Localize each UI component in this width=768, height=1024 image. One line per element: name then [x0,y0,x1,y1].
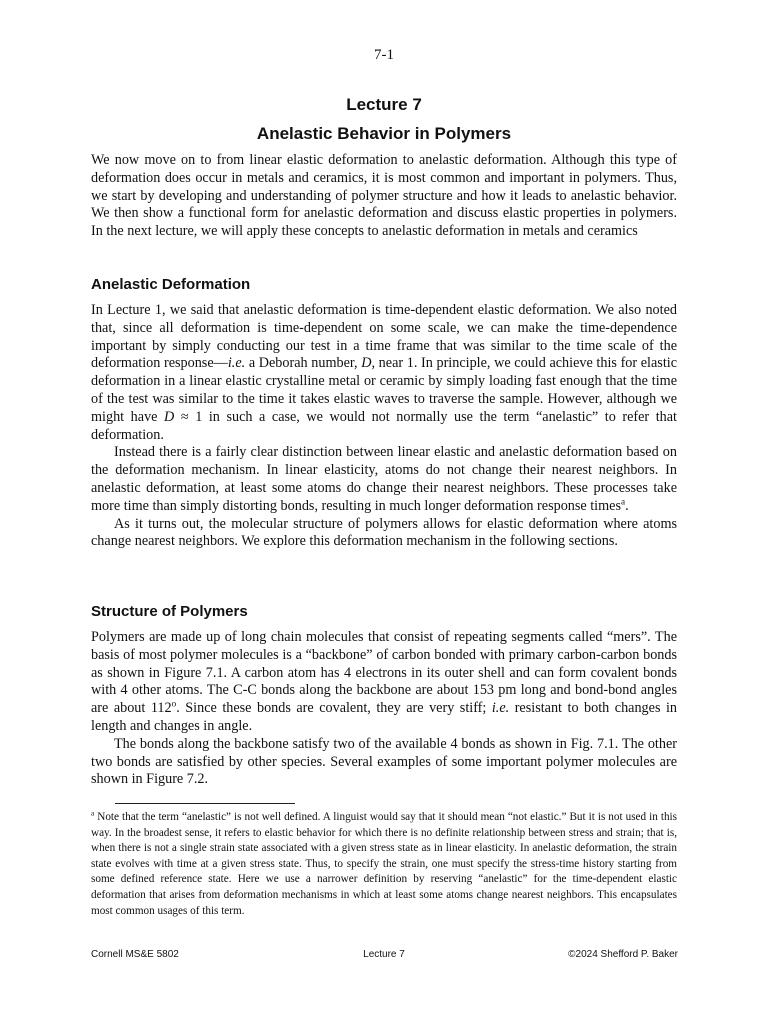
section-heading-anelastic-deformation: Anelastic Deformation [91,276,251,293]
degree-symbol: o [171,698,177,709]
footnote-mark: a [91,809,95,818]
section-heading-structure-of-polymers: Structure of Polymers [91,603,248,620]
footnote [91,810,677,919]
intro-paragraph: We now move on to from linear elastic deformation to anelastic deformation. Although this type of deformation does occur in metals and ceramics, it is most common and important in polymers. Thus, we start by developing and understanding of polymer structure and how it leads to anelastic behavior. We then show a functional form for anelastic deformation and discuss elastic properties in polymers. In the next lecture, we will apply these concepts to anelastic deformation in metals and ceramics [91,152,677,240]
italic-deborah-symbol: D [164,408,175,425]
footer-course: Cornell MS&E 5802 [91,949,179,960]
text-run: . Since these bonds are covalent, they are very stiff; [176,700,492,717]
anelastic-paragraph-2 [91,444,677,515]
lecture-title: Anelastic Behavior in Polymers [256,124,512,143]
footnote-text: Note that the term “anelastic” is not well defined. A linguist would say that it should mean “not elastic.” But it is not used in this way. In the broadest sense, it refers to elastic behavior for which there is no definite relationship between stress and strain; that is, when there is not a single strain state associated with a given stress state as in linear elasticity. In anelastic deformation, the strain state evolves with time at a given stress state. Thus, to specify the strain, one must specify the stress-time history starting from some defined reference state. Here we use a narrower definition by reserving “anelastic” for the time-dependent elastic deformation that arises from deformation mechanisms in which at least some atoms change nearest neighbors. This encapsulates most common usages of this term. [91,811,677,917]
text-run: , near 1. In principle, we could achieve this for elastic deformation in a linear elastic crystalline metal or ceramic by simply loading fast enough that the time of the test was similar to the time it takes elastic waves to traverse the sample. However, although we might have [91,355,678,425]
text-run: In Lecture 1, we said that anelastic deformation is time-dependent elastic deformation. We also noted that, since all deformation is time-dependent on some scale, we can make the time-dependence important by simply conducting our test in a time frame that was similar to the time scale of the deformation response— [91,302,677,372]
anelastic-deformation-section [91,302,677,551]
footnote-reference[interactable]: a [620,496,626,507]
italic-ie: i.e. [491,700,510,717]
footnote-separator [115,803,295,804]
text-run: . [625,497,629,514]
structure-paragraph-1 [91,629,677,736]
text-run: Polymers are made up of long chain molecules that consist of repeating segments called “mers”. The basis of most polymer molecules is a “backbone” of carbon bonded with primary carbon-carbon bonds as shown in Figure 7.1. A carbon atom has 4 electrons in its outer shell and can form covalent bonds with 4 other atoms. The C-C bonds along the backbone are about 153 pm long and bond-bond angles are about 112 [91,629,677,717]
footer-copyright: ©2024 Shefford P. Baker [568,949,678,960]
intro-section [91,152,677,241]
text-run: resistant to both changes in length and changes in angle. [91,700,678,734]
anelastic-paragraph-3: As it turns out, the molecular structure of polymers allows for elastic deformation where atoms change nearest neighbors. We explore this deformation mechanism in the following sections. [91,515,677,550]
italic-ie: i.e. [227,355,246,372]
italic-deborah-symbol: D [361,355,372,372]
page-number: 7-1 [374,47,394,63]
structure-paragraph-2: The bonds along the backbone satisfy two of the available 4 bonds as shown in Fig. 7.1. The other two bonds are satisfied by other species. Several examples of some important polymer molecules are shown in Figure 7.2. [91,735,677,788]
footer-lecture: Lecture 7 [363,949,405,960]
text-run: Instead there is a fairly clear distinction between linear elastic and anelastic deformation based on the deformation mechanism. In linear elasticity, atoms do not change their nearest neighbors. In anelastic deformation, at least some atoms do change their nearest neighbors. These processes take more time than simply distorting bonds, resulting in much longer deformation response times [91,444,677,514]
text-run: ≈ 1 in such a case, we would not normally use the term “anelastic” to refer that deformation. [91,408,677,443]
anelastic-paragraph-1 [91,302,677,444]
structure-of-polymers-section [91,629,677,789]
text-run: a Deborah number, [245,355,362,372]
lecture-number: Lecture 7 [346,95,422,114]
